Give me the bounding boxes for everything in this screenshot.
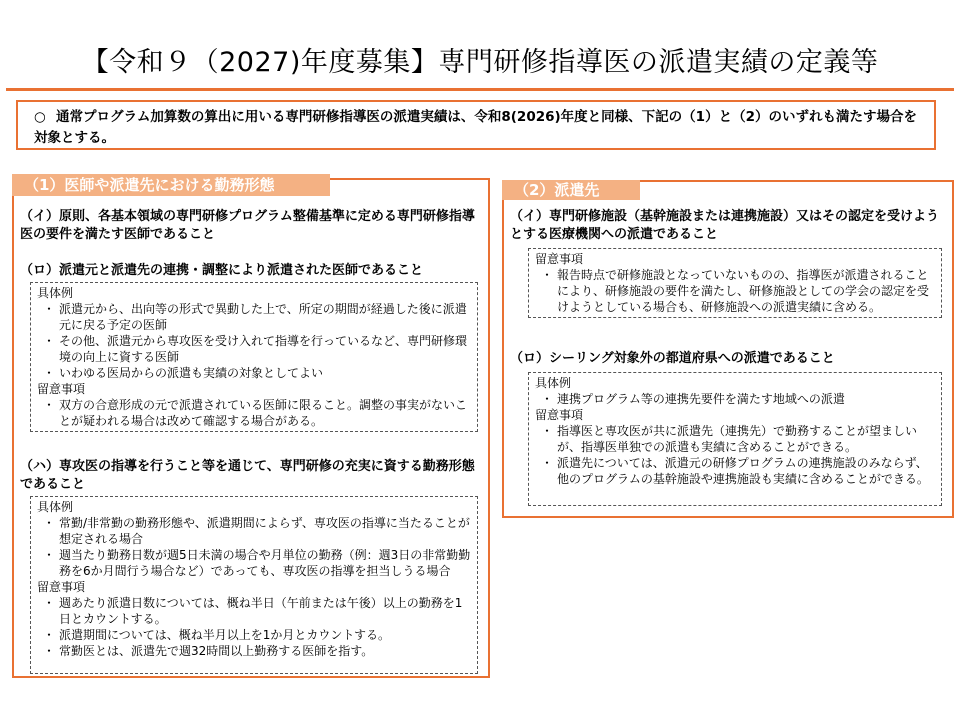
list-item: ・ 常勤/非常勤の勤務形態や、派遣期間によらず、専攻医の指導に当たることが想定される場合 [37,515,471,547]
left-item-i: （イ）原則、各基本領域の専門研修プログラム整備基準に定める専門研修指導医の要件を満たす医師であること [20,209,475,242]
right-item-i-title: （イ）専門研修施設（基幹施設または連携施設）又はその認定を受けようとする医療機関への派遣であること [510,209,940,242]
title-rule [6,88,954,91]
list-item: ・ 双方の合意形成の元で派遣されている医師に限ること。調整の事実がないことが疑われる場合は改めて確認する場合がある。 [37,397,471,429]
example-label: 具体例 [37,500,74,514]
panel-heading-destination: （2）派遣先 [502,180,640,200]
left-ha-box [30,496,478,674]
list-item: ・ 週あたり派遣日数については、概ね半日（午前または午後）以上の勤務を1日とカウントする。 [37,595,471,627]
panel-work-style [12,178,490,678]
example-label: 具体例 [37,286,74,300]
notes-label: 留意事項 [535,252,584,266]
left-ro-box [30,282,478,432]
intro-box [16,100,936,150]
left-item-ha-title: （ハ）専攻医の指導を行うこと等を通じて、専門研修の充実に資する勤務形態であること [20,459,475,492]
right-ro-box [528,372,942,506]
list-item: ・ 指導医と専攻医が共に派遣先（連携先）で勤務することが望ましいが、指導医単独での派遣も実績に含めることができる。 [535,423,935,455]
intro-text: 通常プログラム加算数の算出に用いる専門研修指導医の派遣実績は、令和8(2026)年度と同様、下記の（1）と（2）のいずれも満たす場合を対象とする。 [34,109,917,146]
list-item: ・ 派遣期間については、概ね半月以上を1か月とカウントする。 [37,627,471,643]
left-item-ro-title: （ロ）派遣元と派遣先の連携・調整により派遣された医師であること [20,263,424,278]
list-item: ・ 常勤医とは、派遣先で週32時間以上勤務する医師を指す。 [37,643,471,659]
list-item: ・ その他、派遣元から専攻医を受け入れて指導を行っているなど、専門研修環境の向上に資する医師 [37,333,471,365]
notes-label: 留意事項 [535,408,584,422]
slide-title: 【令和９（2027)年度募集】専門研修指導医の派遣実績の定義等 [81,47,879,78]
example-label: 具体例 [535,376,572,390]
list-item: ・ 週当たり勤務日数が週5日未満の場合や月単位の勤務（例：週3日の非常勤勤務を6か月間行う場合など）であっても、専攻医の指導を担当しうる場合 [37,547,471,579]
list-item: ・ 報告時点で研修施設となっていないものの、指導医が派遣されることにより、研修施設の要件を満たし、研修施設としての学会の認定を受けようとしている場合も、研修施設への派遣実績に含める。 [535,267,935,315]
right-item-ro-title: （ロ）シーリング対象外の都道府県への派遣であること [510,351,835,366]
list-item: ・ いわゆる医局からの派遣も実績の対象としてよい [37,365,471,381]
circle-mark: ○ [34,109,46,125]
notes-label: 留意事項 [37,382,86,396]
list-item: ・ 連携プログラム等の連携先要件を満たす地域への派遣 [535,391,935,407]
list-item: ・ 派遣元から、出向等の形式で異動した上で、所定の期間が経過した後に派遣元に戻る予定の医師 [37,301,471,333]
notes-label: 留意事項 [37,580,86,594]
panel-heading-work-style: （1）医師や派遣先における勤務形態 [12,174,330,196]
right-i-box [528,248,942,318]
list-item: ・ 派遣先については、派遣元の研修プログラムの連携施設のみならず、他のプログラムの基幹施設や連携施設も実績に含めることができる。 [535,455,935,487]
panel-destination [502,180,954,518]
